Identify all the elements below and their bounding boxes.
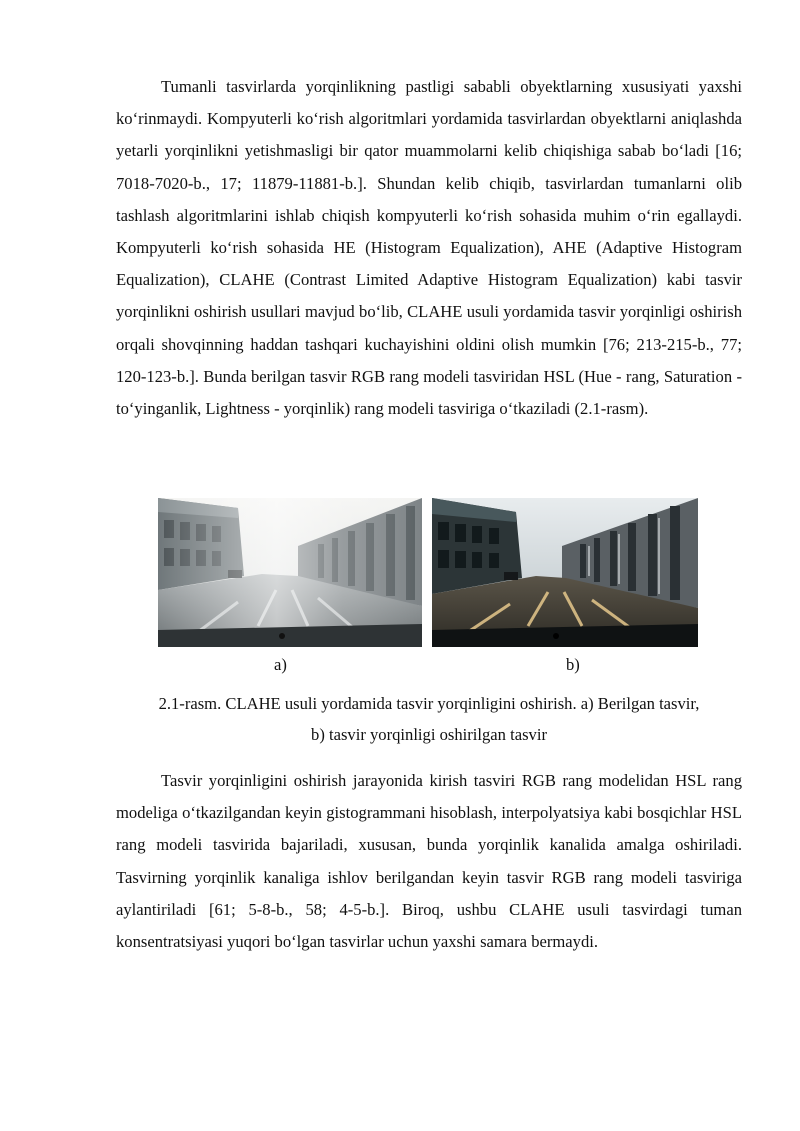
enhanced-output-image xyxy=(432,498,698,647)
subfigure-label-a: a) xyxy=(274,655,287,674)
paragraph-intro: Tumanli tasvirlarda yorqinlikning pastligi sababli obyektlarning xususiyati yaxshi ko‘rinmaydi. Kompyuterli ko‘rish algoritmlari yordamida tasvirlardan obyektlarni aniqlashda yetarli yorqinlikni yetishmasligi bir qator muammolarni kelib chiqishiga sabab bo‘ladi [16; 7018-7020-b., 17; 11879-11881-b.]. Shundan kelib chiqib, tasvirlardan tumanlarni olib tashlash algoritmlarini ishlab chiqish kompyuterli ko‘rish sohasida muhim o‘rin egallaydi. Kompyuterli ko‘rish sohasida HE (Histogram Equalization), AHE (Adaptive Histogram Equalization), CLAHE (Contrast Limited Adaptive Histogram Equalization) kabi tasvir yorqinlikni oshirish usullari mavjud bo‘lib, CLAHE usuli yordamida tasvir yorqinligi oshirish orqali shovqinning haddan tashqari kuchayishini oldini olish mumkin [76; 213-215-b., 77; 120-123-b.]. Bunda berilgan tasvir RGB rang modeli tasviridan HSL (Hue - rang, Saturation - to‘yinganlik, Lightness - yorqinlik) rang modeli tasviriga o‘tkaziladi (2.1-rasm). xyxy=(116,77,742,419)
hazy-input-image xyxy=(158,498,422,647)
figure-caption-line-1: 2.1-rasm. CLAHE usuli yordamida tasvir yorqinligini oshirish. a) Berilgan tasvir, xyxy=(158,694,700,713)
paragraph-process: Tasvir yorqinligini oshirish jarayonida kirish tasviri RGB rang modelidan HSL rang modeliga o‘tkazilgandan keyin gistogrammani hisoblash, interpolyatsiya kabi bosqichlar HSL rang modeli tasvirida bajariladi, xususan, bunda yorqinlik kanalida amalga oshiriladi. Tasvirning yorqinlik kanaliga ishlov berilgandan keyin tasvir RGB rang modeli tasviriga aylantiriladi [61; 5-8-b., 58; 4-5-b.]. Biroq, ushbu CLAHE usuli tasvirdagi tuman konsentratsiyasi yuqori bo‘lgan tasvirlar uchun yaxshi samara bermaydi. xyxy=(116,771,742,952)
figure-caption-line-2: b) tasvir yorqinligi oshirilgan tasvir xyxy=(311,725,547,744)
figure-caption xyxy=(116,688,742,750)
subfigure-label-b: b) xyxy=(566,655,580,674)
